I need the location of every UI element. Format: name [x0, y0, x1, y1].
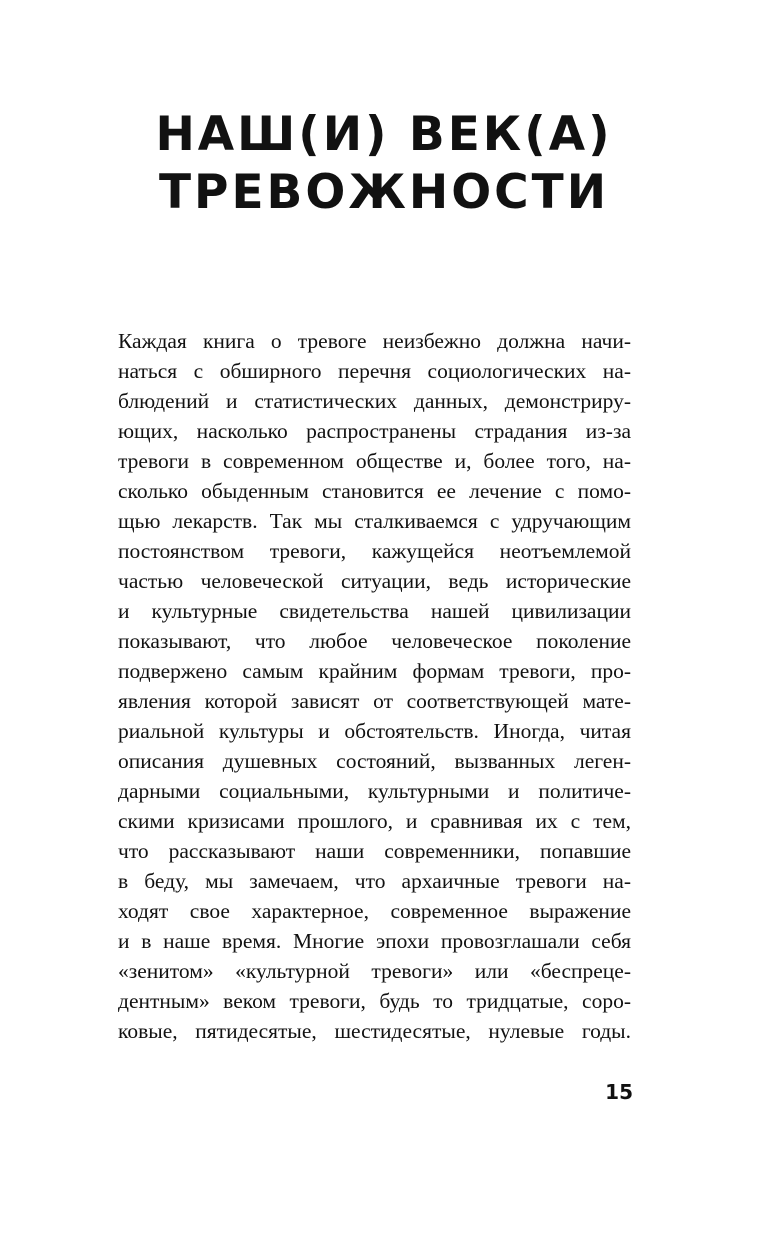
text-line: подвержено самым крайним формам тревоги, про- — [118, 659, 631, 683]
chapter-title-line: ТРЕВОЖНОСТИ — [158, 165, 610, 220]
text-line: сколько обыденным становится ее лечение с помо- — [118, 479, 631, 503]
text-line: наться с обширного перечня социологических на- — [118, 359, 631, 383]
text-line: Каждая книга о тревоге неизбежно должна начи- — [118, 329, 631, 353]
text-line: дентным» веком тревоги, будь то тридцатые, соро- — [118, 989, 631, 1013]
chapter-title-line: НАШ(И) ВЕК(А) — [155, 107, 613, 162]
text-line: явления которой зависят от соответствующей мате- — [118, 689, 631, 713]
text-line: тревоги в современном обществе и, более того, на- — [118, 449, 631, 473]
text-line: скими кризисами прошлого, и сравнивая их с тем, — [118, 809, 631, 833]
text-line: щью лекарств. Так мы сталкиваемся с удручающим — [118, 509, 631, 533]
text-line: что рассказывают наши современники, попавшие — [118, 839, 631, 863]
text-line: ходят свое характерное, современное выражение — [118, 899, 631, 923]
text-line: в беду, мы замечаем, что архаичные тревоги на- — [118, 869, 631, 893]
body-paragraph — [118, 326, 631, 1046]
text-line: ющих, насколько распространены страдания из-за — [118, 419, 631, 443]
text-line: ковые, пятидесятые, шестидесятые, нулевые годы. — [118, 1019, 631, 1043]
text-line: постоянством тревоги, кажущейся неотъемлемой — [118, 539, 631, 563]
text-line: описания душевных состояний, вызванных леген- — [118, 749, 631, 773]
text-line: дарными социальными, культурными и политиче- — [118, 779, 631, 803]
page-number: 15 — [605, 1080, 633, 1104]
text-line: показывают, что любое человеческое поколение — [118, 629, 631, 653]
text-line: риальной культуры и обстоятельств. Иногда, читая — [118, 719, 631, 743]
chapter-title — [0, 106, 768, 222]
text-line: «зенитом» «культурной тревоги» или «беспреце- — [118, 959, 631, 983]
text-line: и в наше время. Многие эпохи провозглашали себя — [118, 929, 631, 953]
text-line: и культурные свидетельства нашей цивилизации — [118, 599, 631, 623]
text-line: блюдений и статистических данных, демонстриру- — [118, 389, 631, 413]
text-line: частью человеческой ситуации, ведь исторические — [118, 569, 631, 593]
